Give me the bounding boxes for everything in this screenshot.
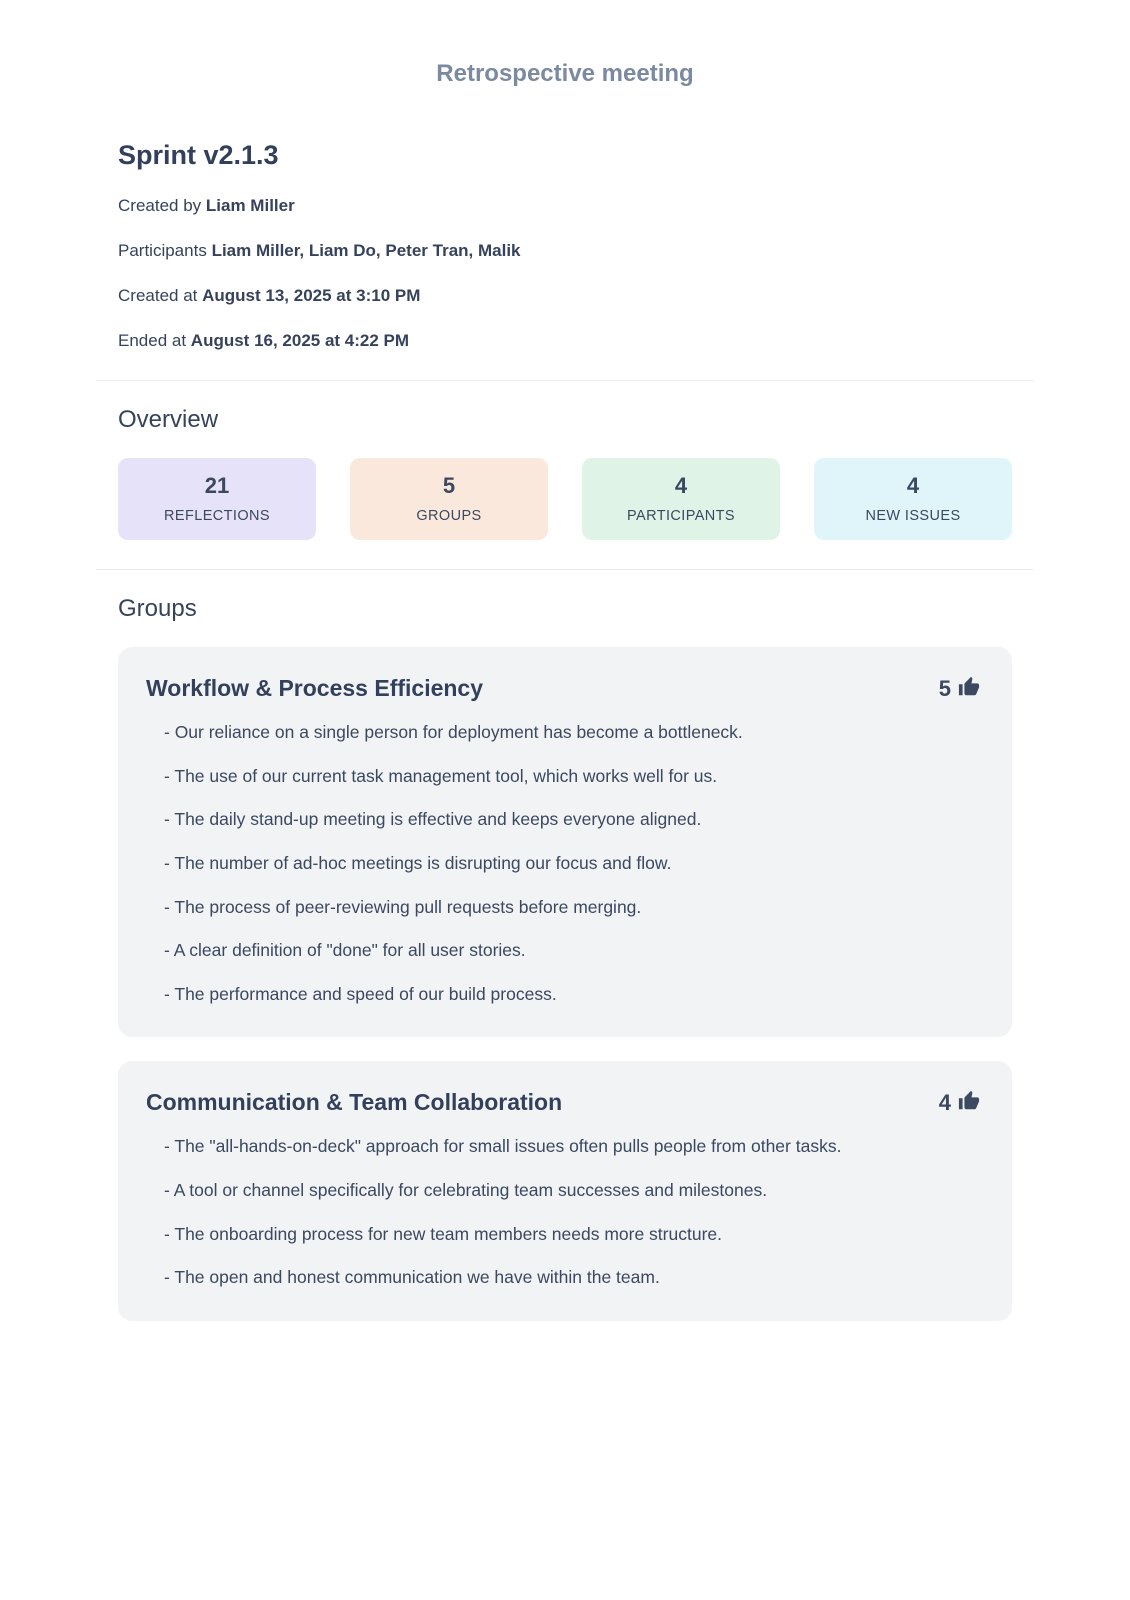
group-votes-badge	[939, 676, 980, 702]
stat-value: 5	[442, 473, 456, 498]
group-title: Workflow & Process Efficiency	[146, 675, 484, 701]
stat-card-reflections	[118, 458, 316, 540]
page-title: Retrospective meeting	[436, 60, 694, 87]
meta-label: Ended at	[118, 331, 187, 350]
reflection-item: - The number of ad-hoc meetings is disrupting our focus and flow.	[164, 852, 672, 873]
stat-label: PARTICIPANTS	[627, 508, 735, 524]
stat-card-new-issues	[814, 458, 1012, 540]
reflection-item: - The process of peer-reviewing pull requests before merging.	[164, 896, 642, 917]
group-title: Communication & Team Collaboration	[146, 1089, 563, 1116]
meta-label: Created by	[118, 196, 202, 215]
stat-label: NEW ISSUES	[865, 508, 961, 524]
meta-label: Created at	[118, 286, 198, 305]
group-header	[146, 1089, 980, 1116]
group-card-communication	[118, 1061, 1012, 1321]
section-divider	[96, 569, 1034, 570]
reflection-item: - Our reliance on a single person for deployment has become a bottleneck.	[164, 722, 743, 742]
stat-card-groups	[350, 458, 548, 540]
stat-card-participants	[582, 458, 780, 540]
thumbs-up-icon	[958, 1090, 980, 1112]
stat-value: 4	[906, 473, 920, 498]
sprint-name: Sprint v2.1.3	[118, 140, 279, 170]
stat-label: REFLECTIONS	[164, 508, 270, 524]
stat-value: 4	[674, 473, 688, 498]
reflection-item: - The performance and speed of our build process.	[164, 983, 557, 1004]
overview-stats-row	[118, 458, 1012, 540]
stat-label: GROUPS	[416, 508, 482, 524]
thumbs-up-icon	[958, 676, 980, 698]
group-card-workflow	[118, 647, 1012, 1037]
reflection-item: - The use of our current task management tool, which works well for us.	[164, 765, 718, 786]
groups-heading: Groups	[118, 595, 197, 622]
reflection-item: - The "all-hands-on-deck" approach for small issues often pulls people from other tasks.	[164, 1136, 842, 1157]
reflection-item: - A clear definition of "done" for all user stories.	[164, 940, 526, 961]
reflection-item: - The open and honest communication we have within the team.	[164, 1267, 660, 1288]
meta-row-created-at	[118, 286, 1012, 306]
stat-value: 21	[204, 473, 230, 498]
meta-value: August 16, 2025 at 4:22 PM	[190, 331, 410, 350]
meta-value: Liam Miller	[205, 196, 295, 215]
meta-row-ended-at	[118, 331, 1012, 351]
reflection-item: - The onboarding process for new team members needs more structure.	[164, 1223, 722, 1244]
meta-value: August 13, 2025 at 3:10 PM	[202, 286, 421, 305]
meta-value: Liam Miller, Liam Do, Peter Tran, Malik	[211, 241, 521, 260]
reflection-item: - A tool or channel specifically for celebrating team successes and milestones.	[164, 1180, 768, 1200]
vote-count: 4	[938, 1089, 951, 1115]
group-header	[146, 675, 980, 702]
meta-label: Participants	[118, 241, 207, 260]
vote-count: 5	[938, 675, 951, 701]
reflection-item: - The daily stand-up meeting is effective and keeps everyone aligned.	[164, 809, 702, 830]
section-divider	[96, 380, 1034, 381]
meta-row-created-by	[118, 196, 1012, 216]
group-votes-badge	[939, 1090, 980, 1116]
overview-heading: Overview	[118, 406, 219, 433]
meta-row-participants	[118, 241, 1012, 261]
